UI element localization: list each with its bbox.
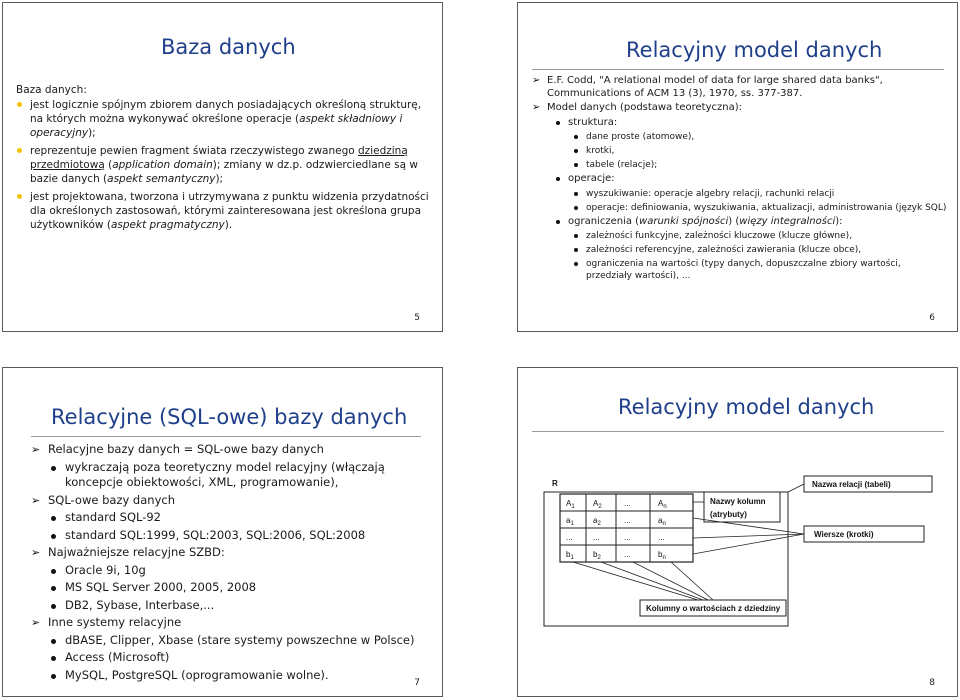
slide-6 [517, 2, 958, 332]
sub-bullet-item: dane proste (atomowe), [574, 131, 948, 143]
relation-diagram [518, 368, 958, 697]
italic-text: aspekt semantyczny [107, 173, 216, 185]
text: ). [224, 219, 233, 231]
bullet-item: standard SQL:1999, SQL:2003, SQL:2006, SQL:2008 [51, 528, 431, 544]
bullet-item: MS SQL Server 2000, 2005, 2008 [51, 580, 431, 596]
text: jest logicznie spójnym zbiorem danych posiadających określoną strukturę, na których można wykonywać określone operacje ( [30, 99, 422, 125]
slide-body [31, 442, 431, 685]
bullet-item: dBASE, Clipper, Xbase (stare systemy powszechne w Polsce) [51, 633, 431, 649]
table-cell: ... [593, 533, 600, 542]
slide-5 [2, 2, 443, 332]
slide-body [16, 83, 436, 236]
label-rows [804, 526, 924, 542]
connector-line [671, 562, 713, 600]
table-cell: ... [566, 533, 573, 542]
text: reprezentuje pewien fragment świata rzeczywistego zwanego [30, 145, 359, 157]
slide-7 [2, 367, 443, 697]
arrow-item: ➢ Relacyjne bazy danych = SQL-owe bazy danych [31, 442, 431, 458]
table-cell: $A_2$ [593, 499, 602, 510]
bullet-item: DB2, Sybase, Interbase,... [51, 598, 431, 614]
bullet-item: operacje: [556, 173, 948, 186]
italic-text: więzy integralności [739, 215, 836, 227]
arrow-item: ➢ SQL-owe bazy danych [31, 493, 431, 509]
label-text: Nazwa relacji (tabeli) [812, 480, 891, 489]
page-number: 6 [929, 313, 935, 323]
sub-bullet-item: zależności funkcyjne, zależności kluczowe (klucze główne), [574, 230, 948, 242]
slide-title: Relacyjne (SQL-owe) bazy danych [51, 405, 408, 429]
bullet-item [16, 144, 436, 186]
slide-title: Relacyjny model danych [618, 395, 875, 419]
table-cell: $a_2$ [593, 516, 601, 527]
sub-bullet-item: tabele (relacje); [574, 159, 948, 171]
table-cell: ... [624, 533, 631, 542]
text: ) ( [728, 215, 740, 227]
page-number: 8 [929, 678, 935, 688]
sub-bullet-item: zależności referencyjne, zależności zawierania (klucze obce), [574, 244, 948, 256]
connector-line [601, 562, 703, 600]
sub-bullet-item: krotki, [574, 145, 948, 157]
page-number: 5 [414, 313, 420, 323]
table-cell: $A_n$ [658, 499, 667, 510]
bullet-item: Oracle 9i, 10g [51, 563, 431, 579]
slide-title: Baza danych [161, 35, 296, 59]
text: ): [835, 215, 843, 227]
slide-body [532, 75, 948, 284]
underlined-text: dziedziną przedmiotową [30, 145, 408, 171]
connector-line [573, 562, 698, 600]
slide-8 [517, 367, 958, 697]
table-cell: $a_1$ [566, 516, 574, 527]
arrow-item: ➢ Model danych (podstawa teoretyczna): [532, 102, 948, 115]
text: ); [215, 173, 224, 185]
sub-bullet-item: wyszukiwanie: operacje algebry relacji, rachunki relacji [574, 188, 948, 200]
text: ); zmiany w dz.p. odzwierciedlane są w bazie danych ( [30, 159, 418, 185]
page-number: 7 [414, 678, 420, 688]
table-cell: $b_2$ [593, 550, 601, 561]
italic-text: aspekt pragmatyczny [110, 219, 225, 231]
bullet-item [556, 216, 948, 229]
connector-line [788, 484, 804, 492]
bullet-item: struktura: [556, 117, 948, 130]
text: ); [88, 127, 96, 139]
table-cell: $b_1$ [566, 550, 574, 561]
table-cell: $a_n$ [658, 516, 666, 527]
slide-title: Relacyjny model danych [626, 38, 883, 62]
bullet-item: wykraczają poza teoretyczny model relacyjny (włączają koncepcje obiektowości, XML, programowanie), [51, 460, 431, 491]
label-text: (atrybuty) [710, 510, 747, 519]
text: ( [104, 159, 113, 171]
table-cell: $b_n$ [658, 550, 666, 561]
bullet-item [16, 98, 436, 140]
bullet-item: standard SQL-92 [51, 510, 431, 526]
table-cell: ... [624, 550, 631, 559]
label-attributes [704, 492, 780, 522]
table-cell: ... [624, 516, 631, 525]
arrow-item: ➢ E.F. Codd, "A relational model of data for large shared data banks", Communications of ACM 13 (3), 1970, ss. 377-387. [532, 75, 948, 100]
table-cell: ... [658, 533, 665, 542]
text: jest projektowana, tworzona i utrzymywana z punktu widzenia przydatności dla określonych zastosowań, którymi zainteresowana jest określona grupa użytkowników ( [30, 191, 429, 231]
title-divider [532, 69, 944, 70]
label-table-name [804, 476, 932, 492]
arrow-item: ➢ Inne systemy relacyjne [31, 615, 431, 631]
lead-text: Baza danych: [16, 84, 87, 96]
sub-bullet-item: operacje: definiowania, wyszukiwania, aktualizacji, administrowania (język SQL) [574, 202, 948, 214]
title-divider [31, 436, 421, 437]
relation-name: R [552, 479, 558, 488]
label-column-values [640, 600, 786, 616]
sub-bullet-item: ograniczenia na wartości (typy danych, dopuszczalne zbiory wartości, przedziały wartości), ... [574, 258, 948, 282]
table-cell: $A_1$ [566, 499, 575, 510]
label-text: Wiersze (krotki) [814, 530, 874, 539]
label-text: Kolumny o wartościach z dziedziny [646, 604, 781, 613]
connector-line [633, 562, 708, 600]
italic-text: application domain [112, 159, 213, 171]
bullet-item: Access (Microsoft) [51, 650, 431, 666]
italic-text: aspekt składniowy i operacyjny [30, 113, 403, 139]
table-cell: ... [624, 499, 631, 508]
italic-text: warunki spójności [639, 215, 729, 227]
relation-table [560, 494, 693, 562]
arrow-item: ➢ Najważniejsze relacyjne SZBD: [31, 545, 431, 561]
bullet-item: MySQL, PostgreSQL (oprogramowanie wolne). [51, 668, 431, 684]
text: ograniczenia ( [568, 215, 640, 227]
label-text: Nazwy kolumn [710, 497, 766, 506]
bullet-item [16, 190, 436, 232]
